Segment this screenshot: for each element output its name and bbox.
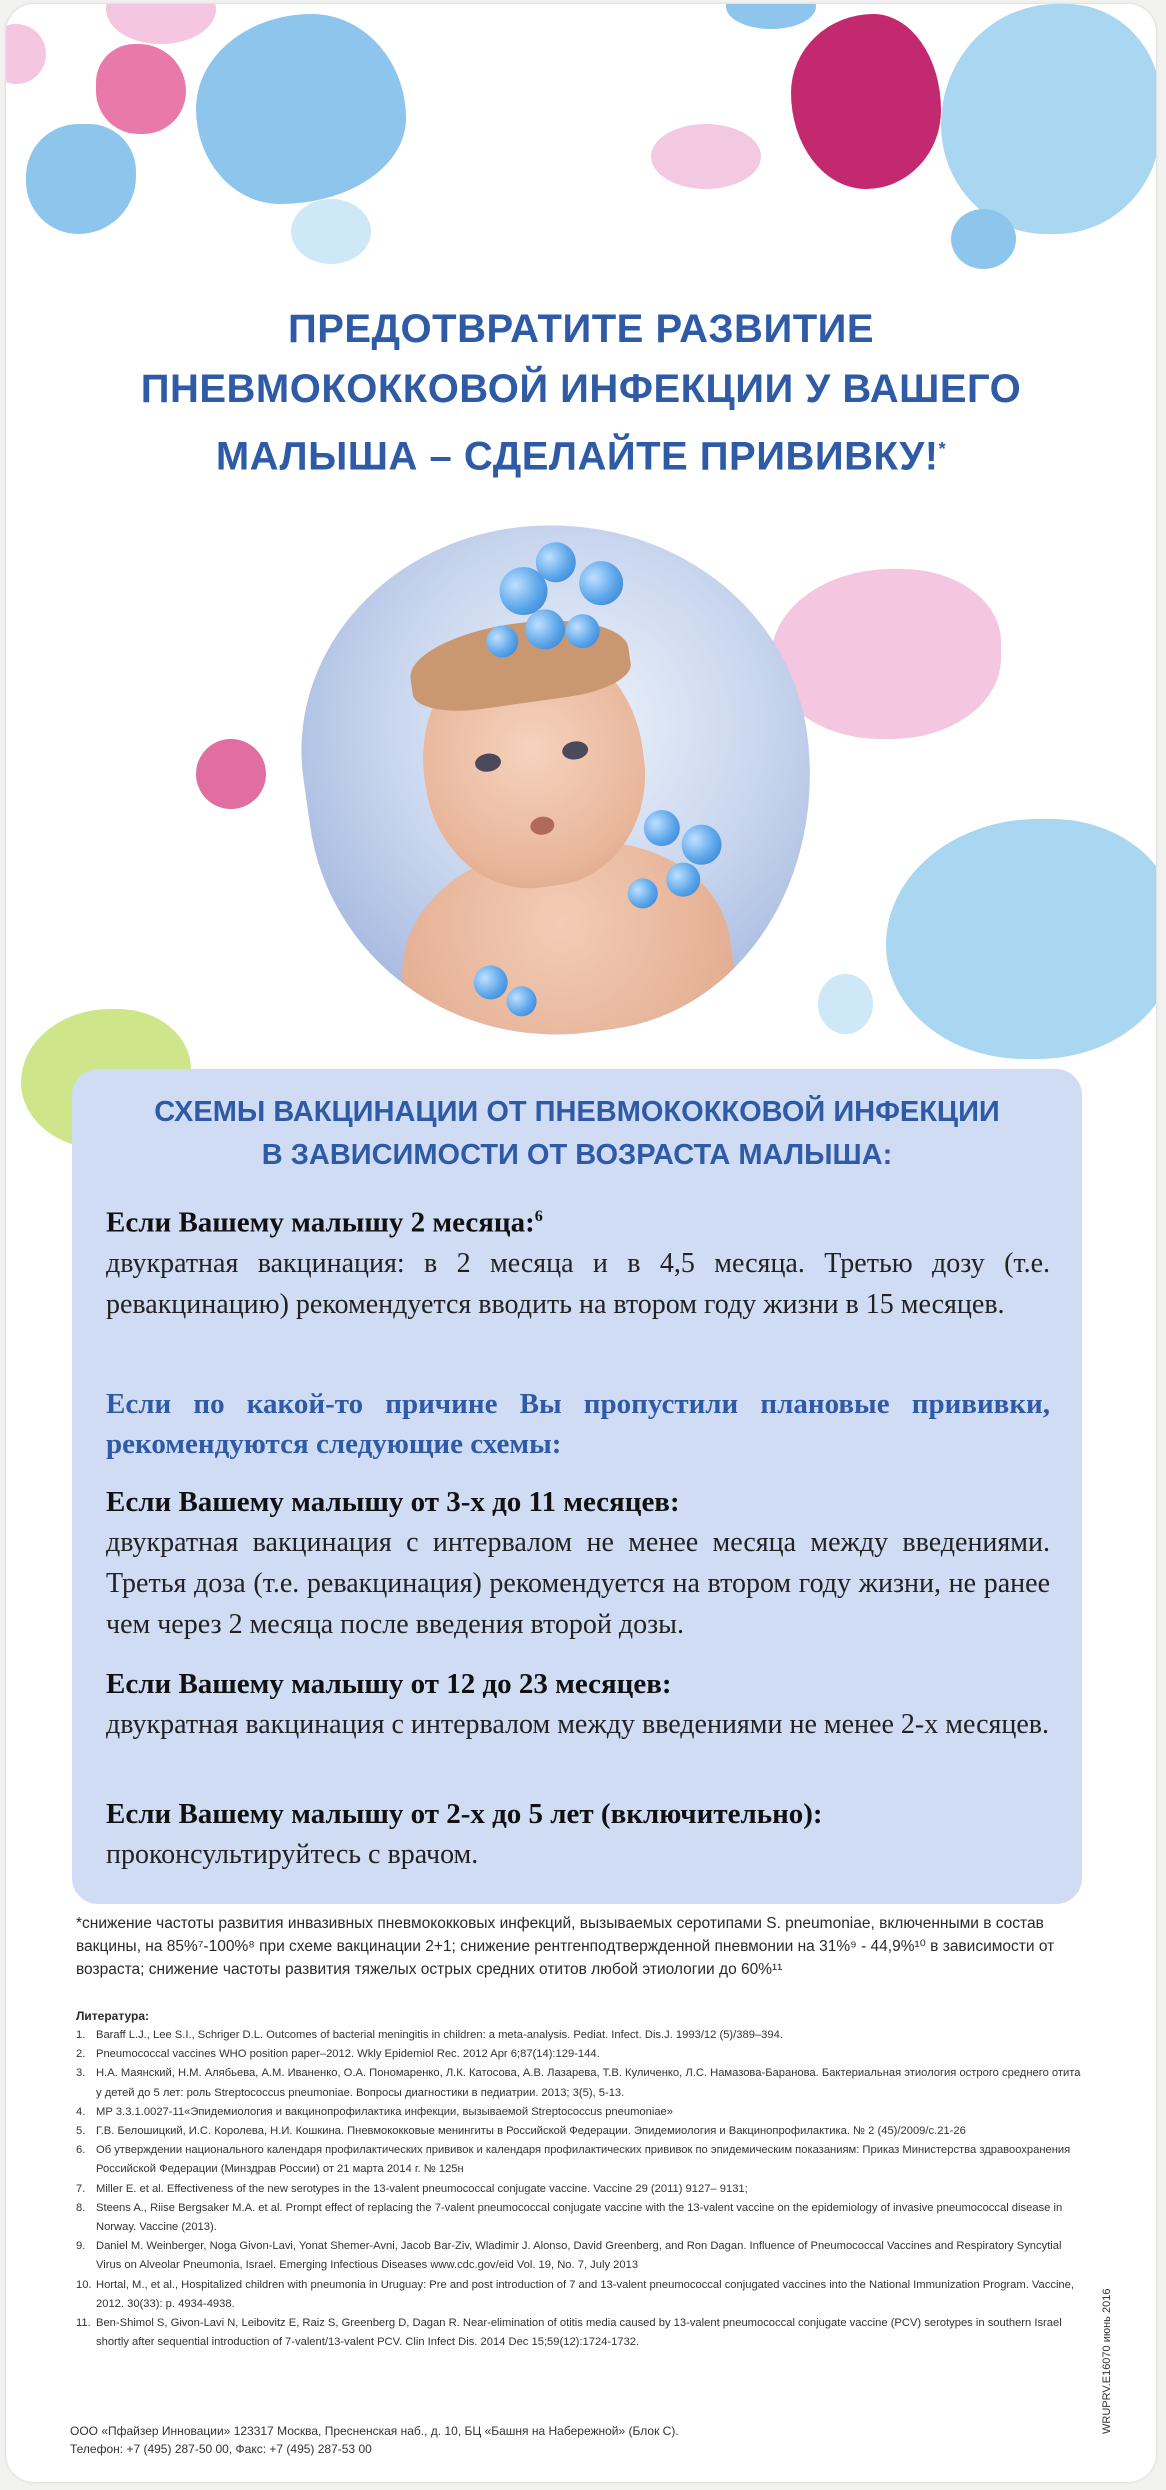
literature-item [76,2237,1088,2275]
title-footnote-marker: * [938,439,947,459]
literature-text: Baraff L.J., Lee S.I., Schriger D.L. Outcomes of bacterial meningitis in children: a meta-analysis. Pediat. Infect. Dis.J. 1993/12 (5)/389–394. [96,2029,783,2041]
literature-text: Daniel M. Weinberger, Noga Givon-Lavi, Yonat Shemer-Avni, Jacob Bar-Ziv, Wladimir J. Alonso, David Greenberg, and Ron Dagan. Influence of Pneumococcal Vaccines and Respiratory Syncytial Virus on Alveolar Pneumonia, Israel. Emerging Infectious Diseases www.cdc.gov/eid Vol. 19, No. 7, July 2013 [96,2240,1062,2272]
scheme-text: двукратная вакцинация с интервалом не менее месяца между введениями. Третья доза (т.е. ревакцинация) рекомендуется на втором году жизни, не ранее чем через 2 месяца после введения второй дозы. [106,1527,1050,1640]
literature-number: 6. [76,2144,86,2157]
literature-item [76,2103,1088,2122]
literature-number: 5. [76,2125,86,2138]
reference-marker: 6 [534,1208,543,1225]
baby-photo [273,491,844,1066]
literature-item [76,2064,1088,2102]
document-code: WRUPRV.E16070 июнь 2016 [1101,2288,1113,2434]
scheme-heading-text: Если Вашему малышу 2 месяца: [106,1206,535,1239]
mouth-shape [529,815,555,836]
scheme-12-23-months [106,1664,1050,1745]
schemes-title-line: СХЕМЫ ВАКЦИНАЦИИ ОТ ПНЕВМОКОККОВОЙ ИНФЕКЦИИ [154,1096,1000,1128]
scheme-text: двукратная вакцинация: в 2 месяца и в 4,5 месяца. Третью дозу (т.е. ревакцинацию) рекомендуется вводить на втором году жизни в 15 месяцев. [106,1247,1050,1320]
decorative-blob [26,124,136,234]
eye-shape [474,752,502,773]
literature-text: Hortal, M., et al., Hospitalized children with pneumonia in Uruguay: Pre and post introduction of 7 and 13-valent pneumococcal conjugated vaccines into the National Immunization Program. Vaccine, 2012. 30(33): p. 4934-4938. [96,2278,1074,2310]
literature-number: 2. [76,2048,86,2061]
literature-text: Ben-Shimol S, Givon-Lavi N, Leibovitz E, Raiz S, Greenberg D, Dagan R. Near-elimination of otitis media caused by 13-valent pneumococcal conjugate vaccine (PCV) serotypes in southern Israel shortly after sequential introduction of 7-valent/13-valent PCV. Clin Infect Dis. 2014 Dec 15;59(12):1724-1732. [96,2317,1062,2349]
literature-item [76,2199,1088,2237]
missed-note-text: Если по какой-то причине Вы пропустили плановые прививки, рекомендуются следующие схемы: [106,1388,1050,1460]
literature-number: 11. [76,2317,91,2330]
vaccination-schemes-panel [72,1069,1082,1904]
company-info [70,2422,679,2458]
bacteria-molecule [642,808,683,849]
page-title [6,299,1156,486]
literature-number: 10. [76,2278,92,2291]
scheme-text: проконсультируйтесь с врачом. [106,1839,479,1870]
bacteria-molecule [576,558,626,608]
decorative-blob [951,209,1016,269]
title-line: ПНЕВМОКОККОВОЙ ИНФЕКЦИИ У ВАШЕГО [140,367,1022,411]
schemes-title [72,1091,1082,1177]
literature-text: Pneumococcal vaccines WHO position paper–2012. Wkly Epidemiol Rec. 2012 Apr 6;87(14):129-144. [96,2048,600,2061]
scheme-3-11-months [106,1482,1050,1645]
literature-text: Н.А. Маянский, Н.М. Алябьева, А.М. Иваненко, О.А. Пономаренко, Л.К. Катосова, А.В. Лазарева, Т.В. Куличенко, Л.С. Намазова-Баранова. Бактериальная этиология острого среднего отита у детей до 5 лет: роль Streptococcus pneumoniae. Вопросы диагностики в педиатрии. 2013; 3(5), 5-13. [96,2067,1081,2099]
literature-text: Steens A., Riise Bergsaker M.A. et al. Prompt effect of replacing the 7-valent pneumococcal conjugate vaccine with the 13-valent vaccine on the epidemiology of invasive pneumococcal disease in Norway. Vaccine (2013). [96,2201,1063,2234]
decorative-blob [651,124,761,189]
literature-item [76,2180,1088,2199]
decorative-blob [106,4,216,44]
scheme-heading: Если Вашему малышу от 12 до 23 месяцев: [106,1668,672,1700]
title-line-text: МАЛЫША – СДЕЛАЙТЕ ПРИВИВКУ! [215,434,939,479]
scheme-heading [106,1197,1050,1243]
scheme-text: двукратная вакцинация с интервалом между введениями не менее 2-х месяцев. [106,1709,1050,1740]
literature-item [76,2314,1088,2352]
literature-number: 4. [76,2105,86,2118]
scheme-heading: Если Вашему малышу от 3-х до 11 месяцев: [106,1486,680,1518]
scheme-2-5-years [106,1794,1050,1875]
literature-item [76,2045,1088,2064]
scheme-heading: Если Вашему малышу от 2-х до 5 лет (включительно): [106,1798,823,1830]
scheme-2-months [106,1197,1050,1325]
decorative-blob [791,14,941,189]
literature-title: Литература: [76,2009,150,2023]
title-line [6,419,1156,486]
literature-number: 7. [76,2182,86,2195]
decorative-blob [196,14,406,204]
title-line: ПРЕДОТВРАТИТЕ РАЗВИТИЕ [287,307,875,351]
literature-text: МР 3.3.1.0027-11«Эпидемиология и вакцинопрофилактика инфекции, вызываемой Streptococcus pneumoniae» [96,2105,673,2118]
bacteria-molecule [679,822,724,867]
efficacy-footnote: *снижение частоты развития инвазивных пневмококковых инфекций, вызываемых серотипами S. pneumoniae, включенными в состав вакцины, на 85%⁷-100%⁸ при схеме вакцинации 2+1; снижение рентгенподтвержденной пневмонии на 31%⁹ - 44,9%¹⁰ в зависимости от возраста; снижение частоты развития тяжелых острых средних отитов любой этиологии до 60%¹¹ [76,1915,1055,1978]
literature-text: Г.В. Белошицкий, И.С. Королева, Н.И. Кошкина. Пневмококковые менингиты в Российской Федерации. Эпидемиология и Вакцинопрофилактика. № 2 (45)/2009/с.21-26 [96,2125,966,2138]
literature-number: 3. [76,2067,86,2080]
decorative-blob [291,199,371,264]
decorative-blob [818,974,873,1034]
decorative-blob [886,819,1156,1059]
company-phone: Телефон: +7 (495) 287-50 00, Факс: +7 (495) 287-53 00 [70,2442,372,2456]
literature-item [76,2141,1088,2179]
decorative-blob [726,4,816,29]
literature-number: 9. [76,2240,86,2253]
missed-vaccinations-note [106,1384,1050,1464]
literature-number: 8. [76,2201,86,2214]
decorative-blob [196,739,266,809]
literature-number: 1. [76,2029,86,2041]
eye-shape [561,740,589,761]
decorative-blob [96,44,186,134]
literature-item [76,2122,1088,2141]
literature-list [76,2026,1088,2352]
company-address: ООО «Пфайзер Инновации» 123317 Москва, Пресненская наб., д. 10, БЦ «Башня на Набережной» (Блок С). [70,2424,679,2438]
literature-item [76,2026,1088,2045]
literature-text: Miller E. et al. Effectiveness of the new serotypes in the 13-valent pneumococcal conjugate vaccine. Vaccine 29 (2011) 9127– 9131; [96,2182,748,2195]
decorative-blob [941,4,1156,234]
decorative-blob [6,24,46,84]
leaflet-card [6,4,1156,2482]
literature-text: Об утверждении национального календаря профилактических прививок и календаря профилактических прививок по эпидемическим показаниям: Приказ Министерства здравоохранения Российской Федерации (Минздрав России) от 21 марта 2014 г. № 125н [96,2144,1071,2176]
literature-item [76,2276,1088,2314]
decorative-blob [771,569,1001,739]
schemes-title-line: В ЗАВИСИМОСТИ ОТ ВОЗРАСТА МАЛЫША: [261,1139,893,1171]
